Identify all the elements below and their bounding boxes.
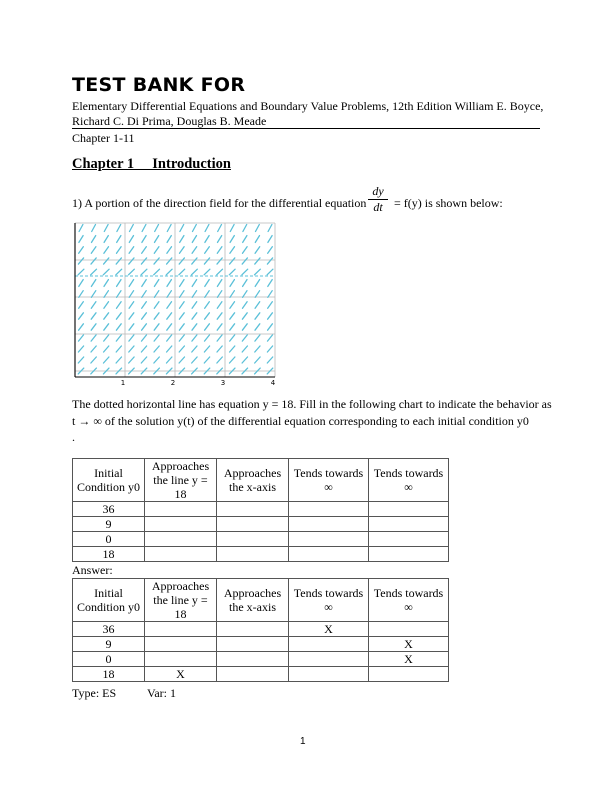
slope-segment bbox=[167, 302, 172, 309]
bank-title: TEST BANK FOR bbox=[72, 74, 246, 96]
slope-segment bbox=[268, 291, 272, 298]
slope-segment bbox=[255, 313, 260, 319]
slope-segment bbox=[154, 247, 159, 254]
slope-segment bbox=[255, 302, 260, 309]
slope-segment bbox=[129, 280, 133, 287]
slope-segment bbox=[179, 346, 184, 352]
slope-segment bbox=[267, 258, 272, 264]
slope-segment bbox=[230, 236, 234, 243]
slope-segment bbox=[142, 236, 146, 243]
slope-segment bbox=[268, 225, 272, 232]
header-tends-towards-1: Tends towards ∞ bbox=[289, 579, 369, 622]
slope-segment bbox=[154, 324, 159, 330]
slope-segment bbox=[180, 280, 184, 287]
slope-segment bbox=[104, 247, 109, 254]
slope-segment bbox=[104, 280, 108, 287]
slope-segment bbox=[167, 236, 171, 243]
slope-segment bbox=[192, 280, 196, 287]
slope-segment bbox=[229, 269, 235, 275]
fraction-denominator: dt bbox=[373, 200, 383, 214]
slope-segment bbox=[268, 302, 273, 309]
question-var: Var: 1 bbox=[147, 686, 176, 700]
table-header-row bbox=[73, 459, 449, 502]
slope-segment bbox=[117, 236, 121, 243]
table-row bbox=[73, 622, 449, 637]
slope-segment bbox=[192, 313, 197, 319]
slope-segment bbox=[104, 236, 108, 243]
table-cell: X bbox=[369, 652, 449, 667]
slope-segment bbox=[167, 346, 172, 352]
slope-segment bbox=[142, 225, 146, 232]
slope-segment bbox=[78, 269, 84, 275]
slope-segment bbox=[242, 269, 248, 275]
slope-segment bbox=[142, 291, 146, 298]
slope-segment bbox=[180, 236, 184, 243]
slope-segment bbox=[192, 258, 197, 264]
slope-segment bbox=[79, 335, 84, 341]
slope-segment bbox=[192, 247, 197, 254]
table-cell bbox=[217, 652, 289, 667]
slope-segment bbox=[129, 247, 134, 254]
slope-segment bbox=[155, 225, 159, 232]
plot-grid bbox=[75, 223, 275, 377]
slope-segment bbox=[218, 236, 222, 243]
slope-segment bbox=[255, 346, 260, 352]
slope-segment bbox=[243, 236, 247, 243]
slope-segment bbox=[104, 225, 108, 232]
question-1 bbox=[72, 185, 552, 215]
header-approaches-line: Approaches the line y = 18 bbox=[145, 579, 217, 622]
slope-segment bbox=[192, 346, 197, 352]
slope-segment bbox=[267, 357, 272, 363]
slope-segment bbox=[205, 335, 210, 341]
slope-segment bbox=[205, 236, 209, 243]
slope-segment bbox=[192, 291, 196, 298]
table-cell bbox=[289, 547, 369, 562]
slope-segment bbox=[192, 357, 197, 363]
slope-segment bbox=[230, 247, 235, 254]
slope-segment bbox=[179, 258, 184, 264]
table-cell bbox=[217, 637, 289, 652]
table-row bbox=[73, 517, 449, 532]
slope-segment bbox=[243, 280, 247, 287]
slope-segment bbox=[217, 302, 222, 309]
slope-segment bbox=[142, 313, 147, 319]
table-cell: 0 bbox=[73, 532, 145, 547]
header-rule bbox=[72, 128, 540, 129]
table-cell: 36 bbox=[73, 622, 145, 637]
slope-segment bbox=[104, 291, 108, 298]
slope-segment bbox=[267, 346, 272, 352]
slope-segment bbox=[180, 302, 185, 309]
slope-segment bbox=[217, 280, 221, 287]
slope-segment bbox=[268, 313, 273, 319]
slope-segment bbox=[116, 313, 121, 319]
header-approaches-line: Approaches the line y = 18 bbox=[145, 459, 217, 502]
table-cell bbox=[217, 622, 289, 637]
slope-segment bbox=[104, 346, 109, 352]
table-cell bbox=[145, 502, 217, 517]
slope-segment bbox=[79, 236, 83, 243]
slope-segment bbox=[230, 302, 235, 309]
table-cell bbox=[289, 637, 369, 652]
table-row bbox=[73, 547, 449, 562]
slope-segment bbox=[180, 247, 185, 254]
slope-segment bbox=[167, 258, 172, 264]
table-cell: 18 bbox=[73, 547, 145, 562]
slope-segment bbox=[78, 346, 83, 352]
table-row bbox=[73, 637, 449, 652]
table-cell: 0 bbox=[73, 652, 145, 667]
slope-segment bbox=[167, 247, 172, 254]
slope-segment bbox=[142, 335, 147, 341]
slope-segment bbox=[130, 225, 134, 232]
table-cell bbox=[369, 667, 449, 682]
slope-segment bbox=[129, 302, 134, 309]
table-header-row bbox=[73, 579, 449, 622]
table-cell bbox=[369, 517, 449, 532]
slope-segment bbox=[142, 247, 147, 254]
slope-segment bbox=[103, 269, 109, 275]
slope-segment bbox=[204, 357, 209, 363]
direction-field-plot bbox=[68, 219, 282, 387]
slope-segment bbox=[104, 258, 109, 264]
slope-segment bbox=[154, 346, 159, 352]
slope-segment bbox=[142, 280, 146, 287]
slope-segment bbox=[167, 313, 172, 319]
slope-segment bbox=[243, 302, 248, 309]
slope-segment bbox=[230, 280, 234, 287]
slope-segment bbox=[129, 313, 134, 319]
table-cell bbox=[289, 517, 369, 532]
slope-segment bbox=[79, 291, 83, 298]
table-cell bbox=[145, 517, 217, 532]
table-cell bbox=[369, 622, 449, 637]
slope-segment bbox=[192, 335, 197, 341]
header-approaches-x-axis: Approaches the x-axis bbox=[217, 459, 289, 502]
slope-segment bbox=[117, 291, 121, 298]
slope-segment bbox=[192, 236, 196, 243]
slope-segment bbox=[268, 324, 273, 330]
slope-segment bbox=[218, 225, 222, 232]
slope-segment bbox=[116, 324, 121, 330]
slope-segment bbox=[129, 346, 134, 352]
table-cell: 9 bbox=[73, 637, 145, 652]
slope-segment bbox=[79, 324, 84, 330]
slope-segment bbox=[78, 357, 83, 363]
table-row bbox=[73, 532, 449, 547]
slope-segment bbox=[217, 346, 222, 352]
slope-segment bbox=[243, 225, 247, 232]
slope-segment bbox=[179, 324, 184, 330]
slope-segment bbox=[104, 324, 109, 330]
slope-segment bbox=[116, 357, 121, 363]
slope-segment bbox=[204, 346, 209, 352]
table-cell bbox=[145, 637, 217, 652]
slope-segment bbox=[179, 335, 184, 341]
slope-segment bbox=[242, 313, 247, 319]
slope-segment bbox=[192, 269, 198, 275]
answer-label: Answer: bbox=[72, 563, 113, 577]
header-approaches-x-axis: Approaches the x-axis bbox=[217, 579, 289, 622]
slope-segment bbox=[205, 280, 209, 287]
slope-segment bbox=[79, 280, 83, 287]
table-cell: X bbox=[145, 667, 217, 682]
slope-segment bbox=[230, 291, 234, 298]
slope-segment bbox=[217, 291, 221, 298]
slope-segment bbox=[91, 313, 96, 319]
slope-segment bbox=[267, 269, 273, 275]
table-cell bbox=[145, 622, 217, 637]
slope-segment bbox=[179, 269, 185, 275]
table-cell bbox=[289, 652, 369, 667]
x-tick-labels bbox=[121, 379, 276, 387]
slope-segment bbox=[167, 225, 171, 232]
slope-segment bbox=[154, 313, 159, 319]
slope-segment bbox=[154, 280, 158, 287]
slope-segment bbox=[167, 291, 171, 298]
slope-segment bbox=[117, 247, 122, 254]
table-cell: 18 bbox=[73, 667, 145, 682]
slope-segment bbox=[91, 280, 95, 287]
slope-segment bbox=[217, 313, 222, 319]
slope-segment bbox=[180, 291, 184, 298]
slope-segment bbox=[142, 324, 147, 330]
slope-segment bbox=[154, 269, 160, 275]
question-type: Type: ES bbox=[72, 686, 117, 700]
slope-segment bbox=[255, 357, 260, 363]
table-cell bbox=[369, 547, 449, 562]
slope-segment bbox=[117, 225, 121, 232]
slope-segments bbox=[78, 225, 273, 374]
x-tick-label-4: 4 bbox=[270, 379, 276, 387]
header-tends-towards-2: Tends towards ∞ bbox=[369, 579, 449, 622]
table-cell bbox=[145, 532, 217, 547]
slope-segment bbox=[217, 258, 222, 264]
slope-segment bbox=[217, 335, 222, 341]
slope-segment bbox=[167, 357, 172, 363]
slope-segment bbox=[242, 346, 247, 352]
table-cell: X bbox=[289, 622, 369, 637]
slope-segment bbox=[242, 357, 247, 363]
slope-segment bbox=[79, 302, 84, 309]
table-cell: 36 bbox=[73, 502, 145, 517]
slope-segment bbox=[104, 302, 109, 309]
book-info: Elementary Differential Equations and Boundary Value Problems, 12th Edition William E. Boyce, Richard C. Di Prima, Douglas B. Meade bbox=[72, 99, 544, 128]
slope-segment bbox=[141, 258, 146, 264]
slope-segment bbox=[255, 324, 260, 330]
slope-segment bbox=[230, 357, 235, 363]
slope-segment bbox=[255, 269, 261, 275]
slope-segment bbox=[91, 269, 97, 275]
slope-segment bbox=[217, 247, 222, 254]
slope-segment bbox=[79, 313, 84, 319]
slope-segment bbox=[104, 313, 109, 319]
slope-segment bbox=[230, 335, 235, 341]
table-cell: 9 bbox=[73, 517, 145, 532]
table-cell bbox=[289, 532, 369, 547]
slope-segment bbox=[91, 302, 96, 309]
slope-segment bbox=[141, 269, 147, 275]
slope-segment bbox=[205, 313, 210, 319]
slope-segment bbox=[217, 357, 222, 363]
slope-segment bbox=[243, 291, 247, 298]
slope-segment bbox=[268, 335, 273, 341]
slope-segment bbox=[155, 236, 159, 243]
slope-segment bbox=[91, 335, 96, 341]
slope-segment bbox=[167, 280, 171, 287]
slope-segment bbox=[78, 258, 83, 264]
slope-segment bbox=[79, 225, 83, 232]
table-cell bbox=[217, 547, 289, 562]
slope-segment bbox=[129, 258, 134, 264]
fraction-numerator: dy bbox=[372, 184, 384, 198]
table-cell: X bbox=[369, 637, 449, 652]
page-number: 1 bbox=[300, 736, 306, 747]
table-cell bbox=[217, 517, 289, 532]
header-initial-condition: Initial Condition y0 bbox=[73, 579, 145, 622]
slope-segment bbox=[129, 236, 133, 243]
slope-segment bbox=[179, 357, 184, 363]
slope-segment bbox=[79, 247, 84, 254]
header-initial-condition: Initial Condition y0 bbox=[73, 459, 145, 502]
slope-segment bbox=[91, 324, 96, 330]
slope-segment bbox=[91, 346, 96, 352]
slope-segment bbox=[154, 258, 159, 264]
answer-table bbox=[72, 578, 449, 682]
slope-segment bbox=[255, 247, 260, 254]
slope-segment bbox=[141, 357, 146, 363]
table-cell bbox=[369, 502, 449, 517]
chapter-heading: Chapter 1 Introduction bbox=[72, 156, 231, 172]
slope-segment bbox=[129, 324, 134, 330]
slope-segment bbox=[205, 324, 210, 330]
paragraph-period: . bbox=[72, 430, 75, 444]
slope-segment bbox=[268, 236, 272, 243]
question-paragraph: The dotted horizontal line has equation y = 18. Fill in the following chart to indicate the behavior as t → ∞ of the solution y(t) of the differential equation corresponding to each initial condition y0 bbox=[72, 397, 552, 428]
slope-segment bbox=[154, 335, 159, 341]
slope-segment bbox=[230, 225, 234, 232]
slope-segment bbox=[256, 225, 260, 232]
slope-segment bbox=[192, 324, 197, 330]
slope-segment bbox=[268, 280, 272, 287]
x-tick-label-3: 3 bbox=[220, 379, 226, 387]
slope-segment bbox=[91, 357, 96, 363]
x-tick-label-2: 2 bbox=[170, 379, 176, 387]
slope-segment bbox=[230, 258, 235, 264]
slope-segment bbox=[129, 291, 133, 298]
slope-segment bbox=[141, 346, 146, 352]
slope-segment bbox=[268, 247, 273, 254]
slope-segment bbox=[204, 269, 210, 275]
slope-segment bbox=[167, 324, 172, 330]
slope-segment bbox=[116, 269, 122, 275]
slope-segment bbox=[91, 291, 95, 298]
slope-segment bbox=[104, 357, 109, 363]
table-row bbox=[73, 667, 449, 682]
header-tends-towards-2: Tends towards ∞ bbox=[369, 459, 449, 502]
slope-segment bbox=[204, 258, 209, 264]
table-cell bbox=[217, 502, 289, 517]
slope-segment bbox=[179, 313, 184, 319]
slope-segment bbox=[116, 346, 121, 352]
slope-segment bbox=[193, 225, 197, 232]
slope-segment bbox=[117, 302, 122, 309]
slope-segment bbox=[180, 225, 184, 232]
slope-segment bbox=[255, 236, 259, 243]
slope-segment bbox=[230, 346, 235, 352]
slope-segment bbox=[154, 291, 158, 298]
slope-segment bbox=[129, 269, 135, 275]
header-tends-towards-1: Tends towards ∞ bbox=[289, 459, 369, 502]
table-cell bbox=[217, 667, 289, 682]
slope-segment bbox=[242, 258, 247, 264]
slope-segment bbox=[205, 225, 209, 232]
slope-segment bbox=[255, 335, 260, 341]
table-row bbox=[73, 652, 449, 667]
slope-segment bbox=[217, 269, 223, 275]
slope-segment bbox=[230, 324, 235, 330]
slope-segment bbox=[92, 236, 96, 243]
table-cell bbox=[289, 667, 369, 682]
question-1-prefix: 1) A portion of the direction field for the differential equation bbox=[72, 196, 367, 210]
table-cell bbox=[217, 532, 289, 547]
dy-dt-fraction bbox=[368, 185, 388, 214]
slope-segment bbox=[154, 357, 159, 363]
slope-segment bbox=[167, 335, 172, 341]
slope-segment bbox=[255, 258, 260, 264]
slope-segment bbox=[205, 302, 210, 309]
slope-segment bbox=[117, 280, 121, 287]
slope-segment bbox=[192, 302, 197, 309]
slope-segment bbox=[166, 269, 172, 275]
table-cell bbox=[145, 652, 217, 667]
slope-segment bbox=[230, 313, 235, 319]
slope-segment bbox=[242, 324, 247, 330]
slope-segment bbox=[116, 335, 121, 341]
slope-segment bbox=[154, 302, 159, 309]
slope-segment bbox=[142, 302, 147, 309]
slope-segment bbox=[217, 324, 222, 330]
slope-segment bbox=[242, 335, 247, 341]
slope-segment bbox=[129, 335, 134, 341]
slope-segment bbox=[92, 225, 96, 232]
slope-segment bbox=[255, 291, 259, 298]
x-tick-label-1: 1 bbox=[120, 379, 126, 387]
slope-segment bbox=[129, 357, 134, 363]
chapter-range: Chapter 1-11 bbox=[72, 131, 135, 145]
slope-segment bbox=[91, 247, 96, 254]
slope-segment bbox=[91, 258, 96, 264]
slope-segment bbox=[205, 291, 209, 298]
question-table bbox=[72, 458, 449, 562]
slope-segment bbox=[116, 258, 121, 264]
slope-segment bbox=[255, 280, 259, 287]
slope-segment bbox=[104, 335, 109, 341]
equation-rhs: = f(y) is shown below: bbox=[394, 196, 503, 210]
table-cell bbox=[369, 532, 449, 547]
slope-segment bbox=[243, 247, 248, 254]
table-cell bbox=[289, 502, 369, 517]
table-row bbox=[73, 502, 449, 517]
slope-segment bbox=[205, 247, 210, 254]
table-cell bbox=[145, 547, 217, 562]
